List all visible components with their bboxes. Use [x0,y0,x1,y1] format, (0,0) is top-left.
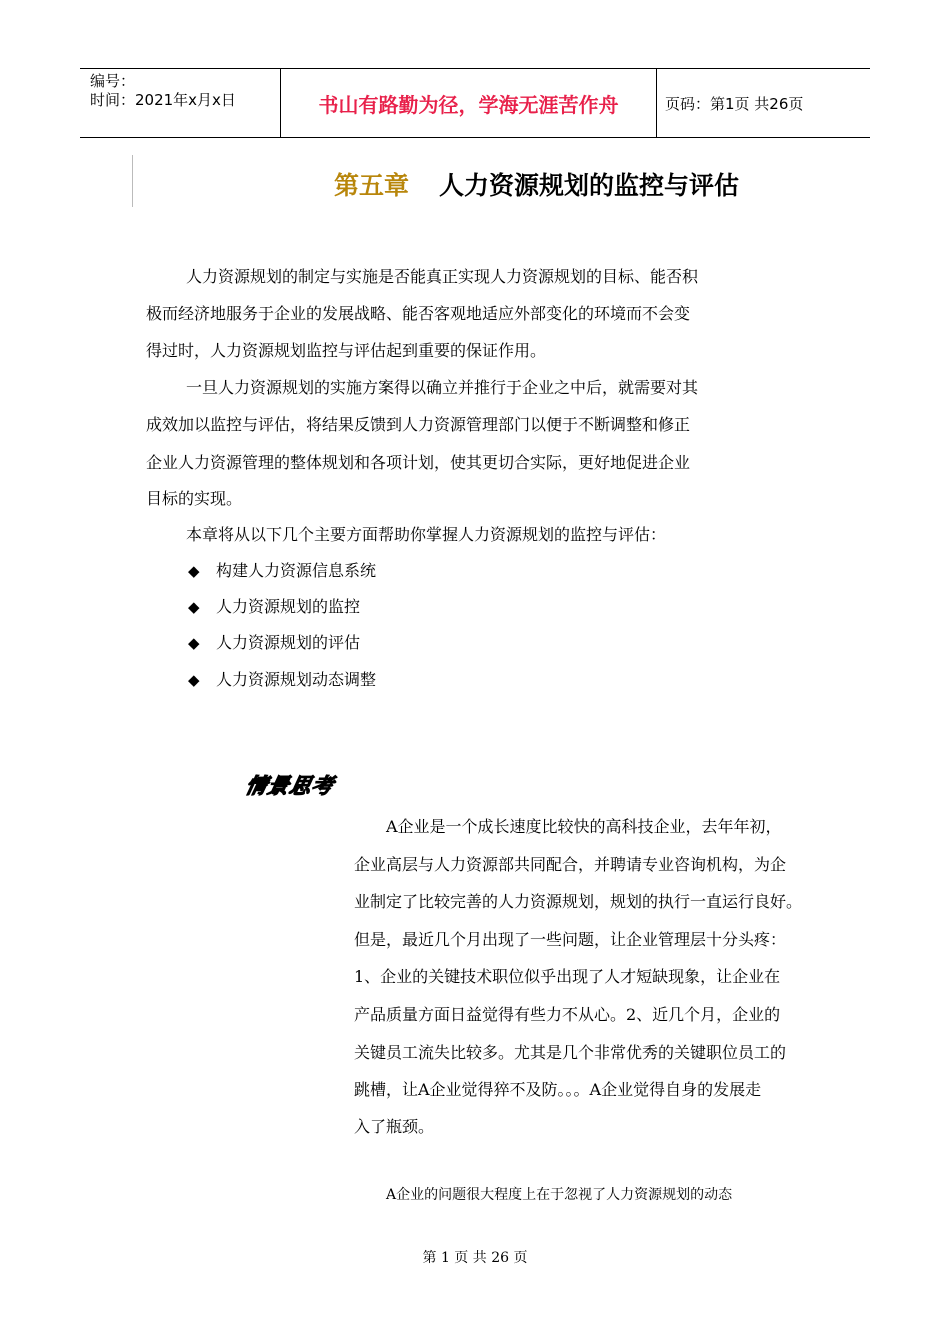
diamond-bullet-icon: ◆ [188,634,200,652]
chapter-title: 人力资源规划的监控与评估 [439,171,740,200]
title-divider [132,155,133,207]
case-line: A企业是一个成长速度比较快的高科技企业，去年年初， [386,817,782,836]
case-line: 跳槽，让A企业觉得猝不及防。。。A企业觉得自身的发展走 [354,1080,762,1099]
case-line: 但是，最近几个月出现了一些问题，让企业管理层十分头疼： [354,930,787,949]
case-title: 情景思考 [243,774,337,798]
paragraph-line: 人力资源规划的制定与实施是否能真正实现人力资源规划的目标、能否积 [186,267,699,286]
case-line: 业制定了比较完善的人力资源规划，规划的执行一直运行良好。 [354,892,803,911]
diamond-bullet-icon: ◆ [188,598,200,616]
diamond-bullet-icon: ◆ [188,671,200,689]
time-label: 时间：2021年x月x日 [90,91,236,109]
paragraph-line: 目标的实现。 [146,489,243,508]
header-table [80,68,870,138]
bullet-item: ◆ 人力资源规划的监控 [188,597,361,616]
diamond-bullet-icon: ◆ [188,562,200,580]
bullet-item: ◆ 构建人力资源信息系统 [188,561,377,580]
case-line: 关键员工流失比较多。尤其是几个非常优秀的关键职位员工的 [354,1043,787,1062]
paragraph-line: 极而经济地服务于企业的发展战略、能否客观地适应外部变化的环境而不会变 [146,304,691,323]
page-info: 页码：第1页 共26页 [665,94,804,113]
case-line: 入了瓶颈。 [354,1117,435,1136]
case-line: 产品质量方面日益觉得有些力不从心。2、近几个月，企业的 [354,1005,781,1024]
paragraph-line: 一旦人力资源规划的实施方案得以确立并推行于企业之中后，就需要对其 [186,378,699,397]
bullet-item: ◆ 人力资源规划动态调整 [188,670,377,689]
case-line: 企业高层与人力资源部共同配合，并聘请专业咨询机构，为企 [354,855,787,874]
closing-line: A企业的问题很大程度上在于忽视了人力资源规划的动态 [386,1187,733,1203]
header-meta-cell [80,69,280,137]
case-line: 1、企业的关键技术职位似乎出现了人才短缺现象，让企业在 [354,967,781,986]
bullet-item: ◆ 人力资源规划的评估 [188,633,361,652]
number-label: 编号： [90,72,136,90]
page-footer: 第 1 页 共 26 页 [422,1250,528,1266]
chapter-heading [334,166,739,202]
paragraph-line: 成效加以监控与评估，将结果反馈到人力资源管理部门以便于不断调整和修正 [146,415,691,434]
paragraph-line: 企业人力资源管理的整体规划和各项计划，使其更切合实际，更好地促进企业 [146,453,691,472]
chapter-number: 第五章 [334,171,410,200]
paragraph-line: 得过时，人力资源规划监控与评估起到重要的保证作用。 [146,341,547,360]
paragraph-line: 本章将从以下几个主要方面帮助你掌握人力资源规划的监控与评估： [186,525,667,544]
motto: 书山有路勤为径，学海无涯苦作舟 [280,69,657,137]
